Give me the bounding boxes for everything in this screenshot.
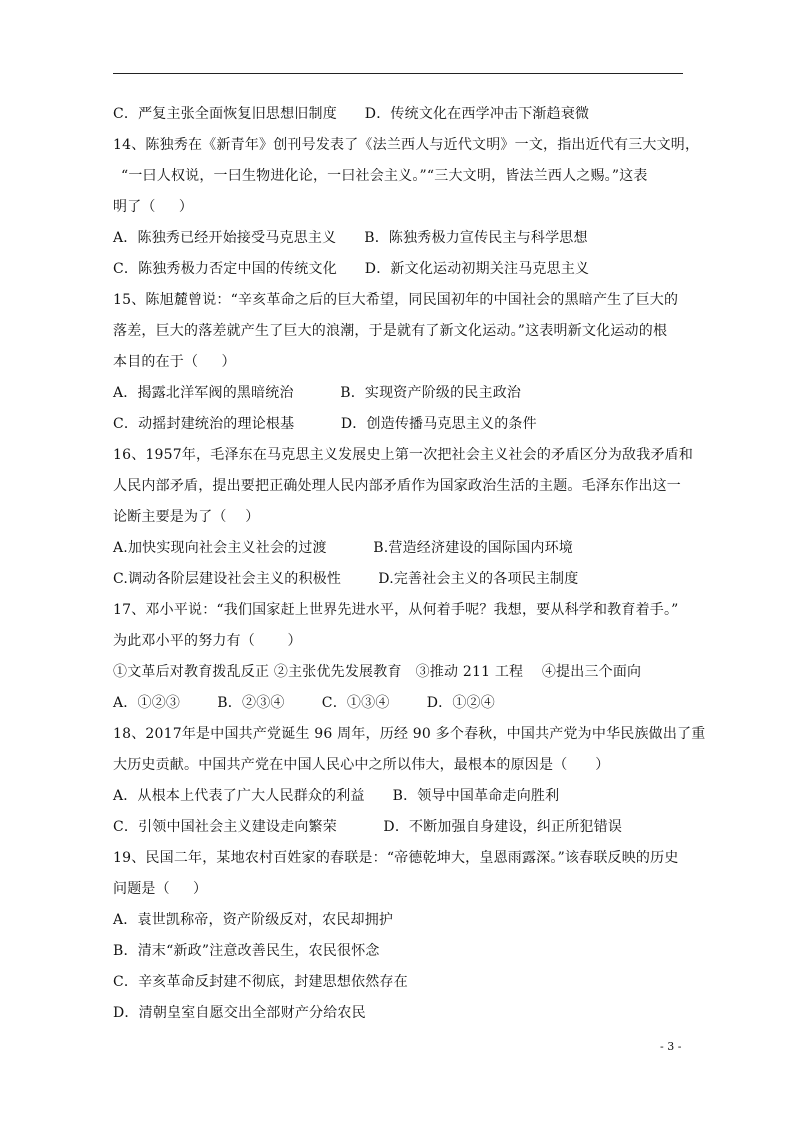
question-19-stem: 问题是（ ） (113, 881, 208, 897)
question-14-stem: 14、陈独秀在《新青年》创刊号发表了《法兰西人与近代文明》一文，指出近代有三大文明， (113, 137, 700, 153)
question-16-stem: 论断主要是为了（ ） (113, 509, 260, 525)
option-line: C．辛亥革命反封建不彻底，封建思想依然存在 (113, 974, 408, 990)
question-18-stem: 18、2017年是中国共产党诞生 96 周年，历经 90 多个春秋，中国共产党为中华民族做出了重 (113, 726, 706, 742)
question-17-stem: 为此邓小平的努力有（ ） (113, 633, 302, 649)
option-line: A.加快实现向社会主义社会的过渡 B.营造经济建设的国际国内环境 (113, 540, 573, 556)
option-line: D．清朝皇室自愿交出全部财产分给农民 (113, 1005, 366, 1021)
option-line: C．严复主张全面恢复旧思想旧制度 D．传统文化在西学冲击下渐趋衰微 (113, 106, 590, 122)
option-line: A．揭露北洋军阀的黑暗统治 B．实现资产阶级的民主政治 (113, 385, 522, 401)
header-rule (113, 73, 683, 74)
question-15-stem: 落差，巨大的落差就产生了巨大的浪潮，于是就有了新文化运动。”这表明新文化运动的根 (113, 323, 668, 339)
question-17-items: ①文革后对教育拨乱反正 ②主张优先发展教育 ③推动 211 工程 ④提出三个面向 (113, 664, 642, 680)
page-number: - 3 - (660, 1040, 682, 1053)
option-line: A．袁世凯称帝，资产阶级反对，农民却拥护 (113, 912, 394, 928)
option-line: A．陈独秀已经开始接受马克思主义 B．陈独秀极力宣传民主与科学思想 (113, 230, 588, 246)
question-18-stem: 大历史贡献。中国共产党在中国人民心中之所以伟大，最根本的原因是（ ） (113, 757, 610, 773)
question-14-stem: “一曰人权说，一曰生物进化论，一曰社会主义。”“三大文明，皆法兰西人之赐。”这表 (121, 168, 648, 184)
option-line: C．引领中国社会主义建设走向繁荣 D．不断加强自身建设，纠正所犯错误 (113, 819, 623, 835)
option-line: C.调动各阶层建设社会主义的积极性 D.完善社会主义的各项民主制度 (113, 571, 579, 587)
option-line: A．从根本上代表了广大人民群众的利益 B．领导中国革命走向胜利 (113, 788, 560, 804)
question-16-stem: 人民内部矛盾，提出要把正确处理人民内部矛盾作为国家政治生活的主题。毛泽东作出这一 (113, 478, 681, 494)
option-line: C．陈独秀极力否定中国的传统文化 D．新文化运动初期关注马克思主义 (113, 261, 590, 277)
question-19-stem: 19、民国二年，某地农村百姓家的春联是：“帝德乾坤大，皇恩雨露深。”该春联反映的历史 (113, 850, 679, 866)
option-line: B．清末“新政”注意改善民生，农民很怀念 (113, 943, 380, 959)
question-15-stem: 本目的在于（ ） (113, 354, 236, 370)
question-15-stem: 15、陈旭麓曾说：“辛亥革命之后的巨大希望，同民国初年的中国社会的黑暗产生了巨大的 (113, 292, 679, 308)
option-line: A．①②③ B．②③④ C．①③④ D．①②④ (113, 695, 495, 711)
option-line: C．动摇封建统治的理论根基 D．创造传播马克思主义的条件 (113, 416, 537, 432)
question-17-stem: 17、邓小平说：“我们国家赶上世界先进水平，从何着手呢？我想，要从科学和教育着手。” (113, 602, 679, 618)
question-16-stem: 16、1957年，毛泽东在马克思主义发展史上第一次把社会主义社会的矛盾区分为敌我矛盾和 (113, 447, 694, 463)
question-14-stem: 明了（ ） (113, 199, 194, 215)
